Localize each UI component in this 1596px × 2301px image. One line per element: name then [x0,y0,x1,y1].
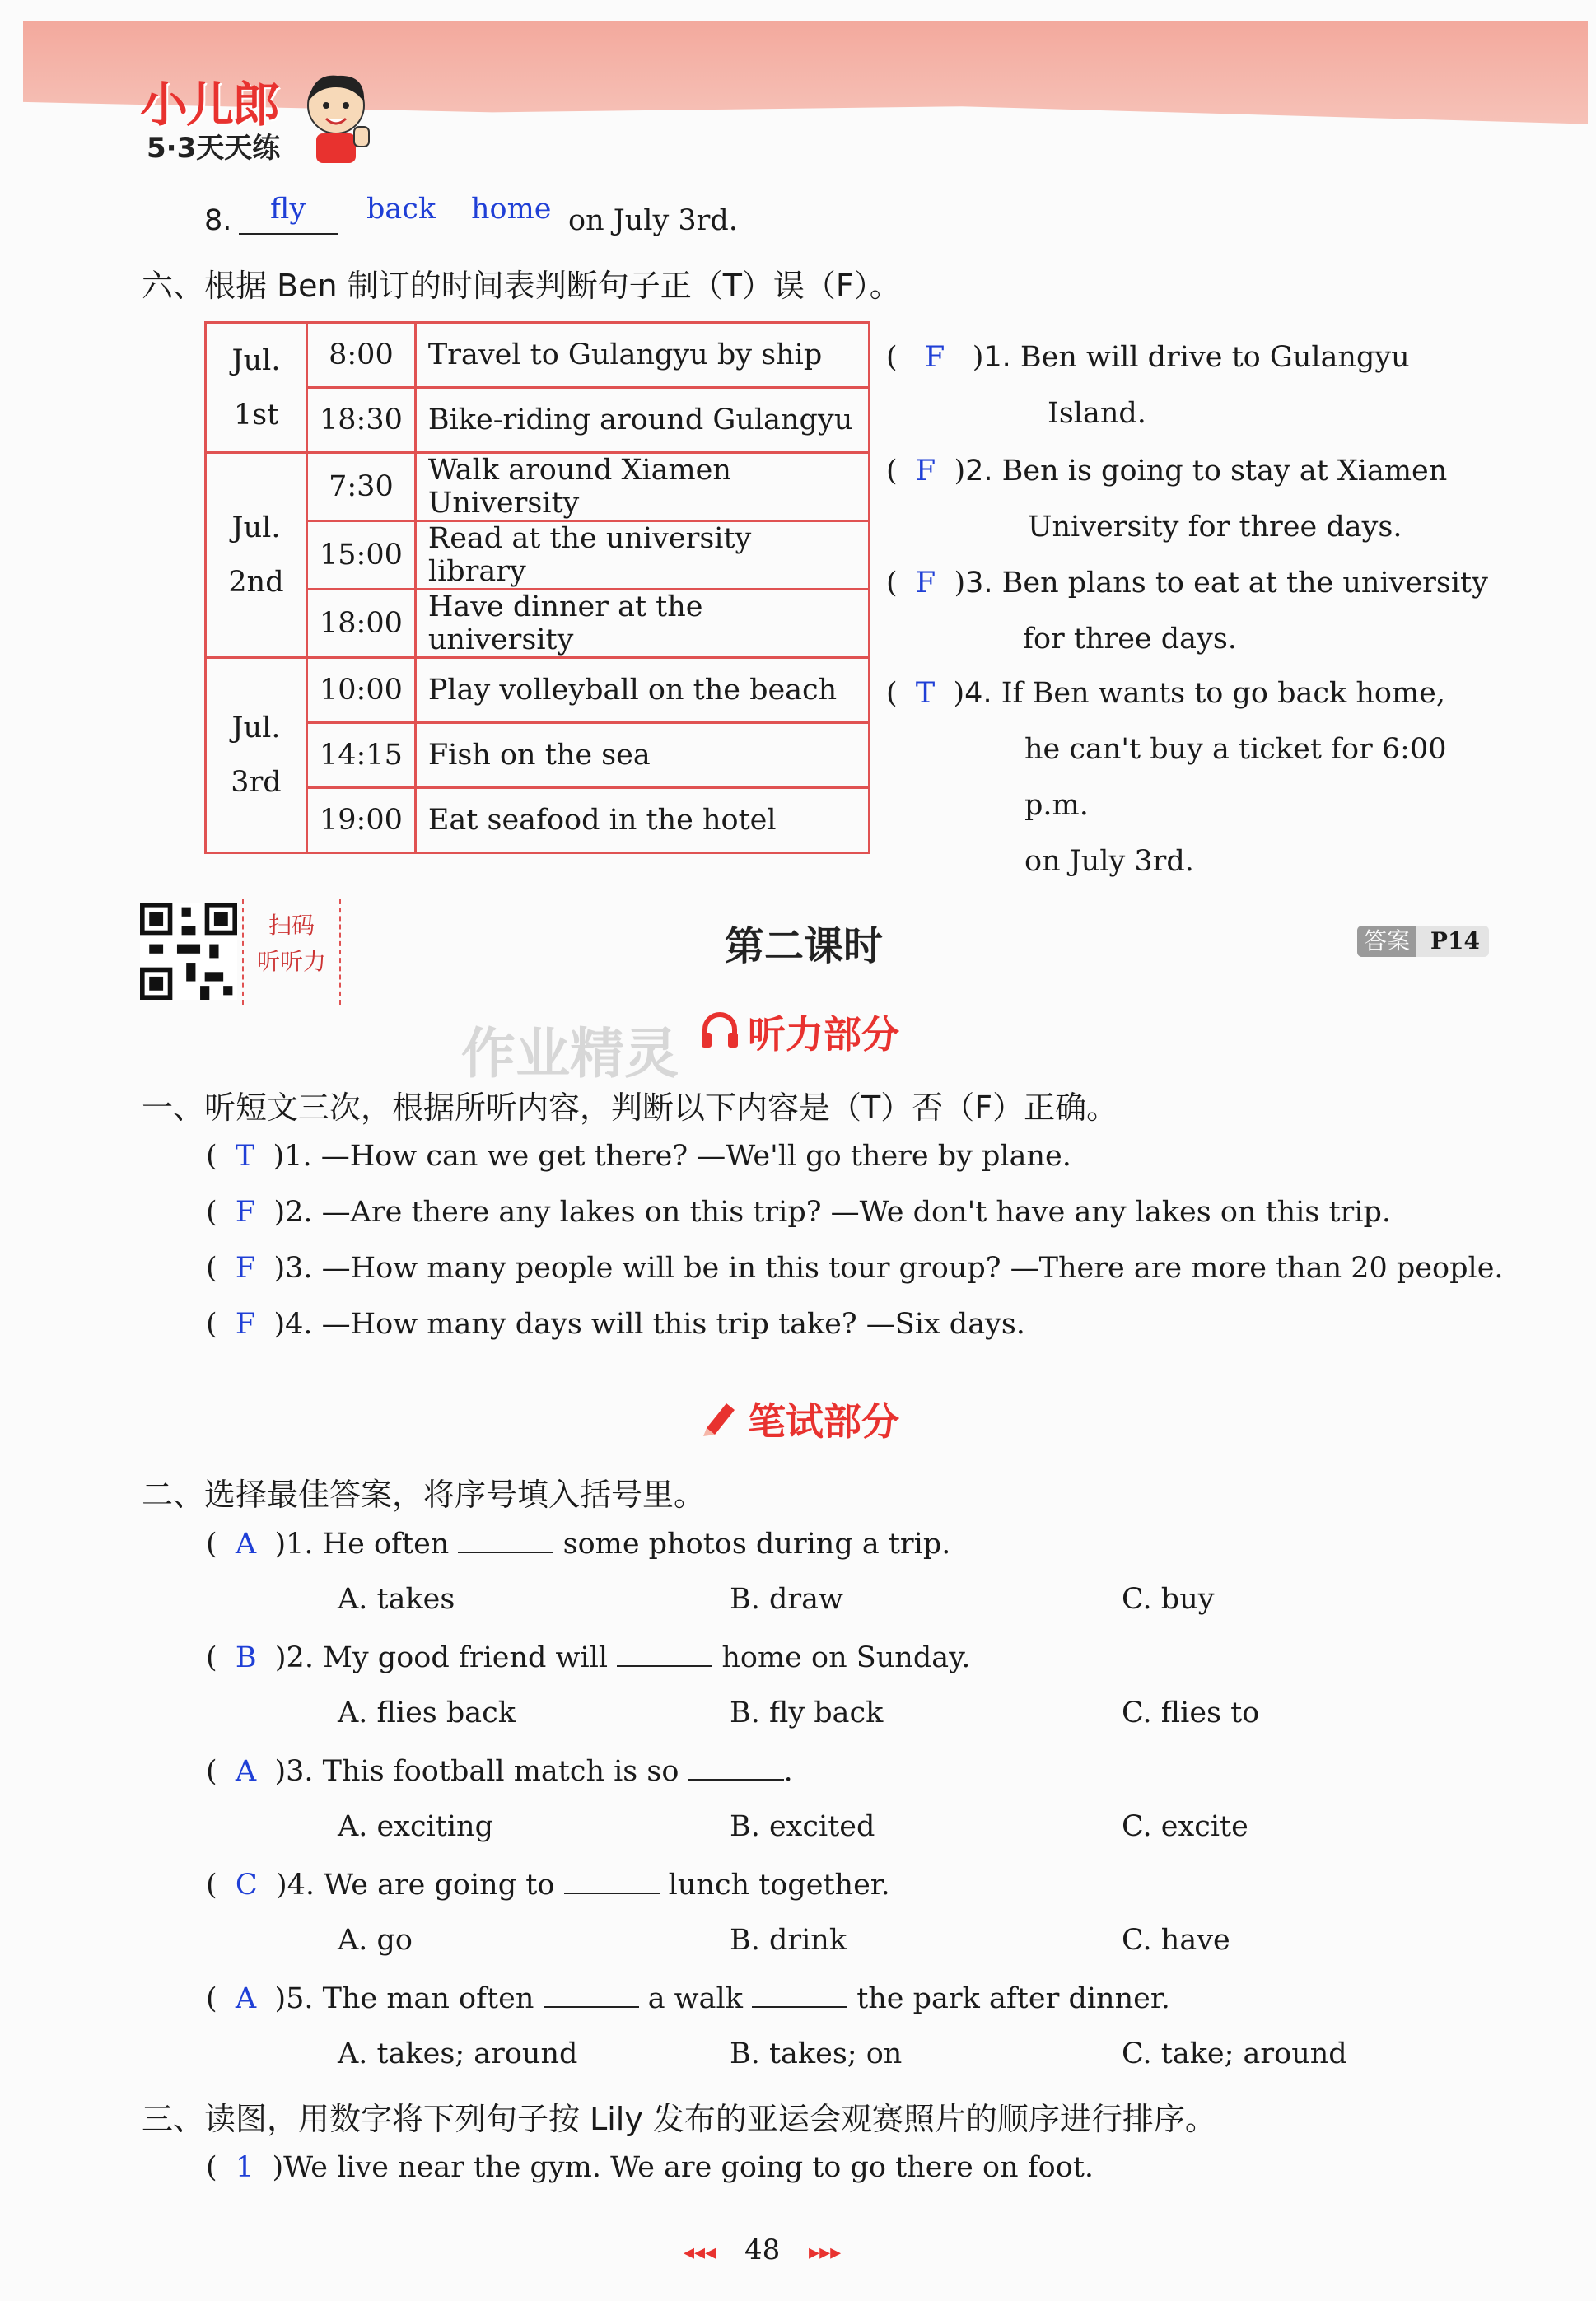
schedule-activity: Have dinner at the university [415,590,869,658]
tf-statement-2: ( F )2. Ben is going to stay at Xiamen University for three days. [886,455,1448,544]
page-footer [684,2233,841,2266]
option: A. flies back [338,1697,516,1729]
option: C. flies to [1122,1697,1260,1729]
watermark: 作业精灵 [461,1022,679,1085]
schedule-table [204,321,870,854]
schedule-time: 10:00 [307,658,416,723]
series-name: 5·3天天练 [147,132,281,165]
next-arrows-icon: ▸▸▸ [809,2240,842,2265]
option: A. go [338,1924,413,1957]
qr-code-icon[interactable] [140,903,237,1000]
part-1-item: ( F )2. —Are there any lakes on this trip? —We don't have any lakes on this trip. [206,1196,1391,1229]
pencil-icon [698,1395,741,1438]
schedule-day: Jul. 2nd [206,453,307,658]
table-row [206,323,870,388]
option: B. draw [730,1583,843,1616]
schedule-time: 15:00 [307,521,416,590]
part-1-item: ( F )3. —How many people will be in this tour group? —There are more than 20 people. [206,1252,1504,1285]
schedule-day: Jul. 1st [206,323,307,453]
item-8-answer-2: back [366,193,436,226]
schedule-activity: Fish on the sea [415,723,869,788]
tf-answer: F [915,567,936,600]
part-3-title: 三、读图，用数字将下列句子按 Lily 发布的亚运会观赛照片的顺序进行排序。 [142,2101,1216,2137]
tf-statement-1: ( F )1. Ben will drive to Gulangyu Island. [886,341,1410,430]
headphones-icon [698,1008,741,1051]
option: A. exciting [338,1810,493,1843]
prev-arrows-icon: ◂◂◂ [684,2240,716,2265]
schedule-time: 18:00 [307,590,416,658]
tf-statement-3: ( F )3. Ben plans to eat at the university for three days. [886,567,1488,656]
tf-answer: F [925,341,945,374]
part-2-question: ( B )2. My good friend will home on Sunday. [206,1641,971,1674]
schedule-activity: Read at the university library [415,521,869,590]
listening-section-title: 听力部分 [748,1012,899,1057]
section-6-title: 六、根据 Ben 制订的时间表判断句子正（T）误（F）。 [142,268,901,304]
writing-section-title: 笔试部分 [748,1399,899,1444]
item-8 [204,204,231,237]
tf-answer: T [915,677,936,710]
part-2-question: ( A )1. He often some photos during a trip. [206,1528,951,1561]
schedule-day: Jul. 3rd [206,658,307,853]
page-number: 48 [744,2233,781,2266]
part-3-item: ( 1 )We live near the gym. We are going to go there on foot. [206,2151,1094,2184]
schedule-time: 7:30 [307,453,416,521]
table-row [206,658,870,723]
schedule-activity: Travel to Gulangyu by ship [415,323,869,388]
mascot-icon [296,69,376,165]
option: B. fly back [730,1697,884,1729]
part-1-title: 一、听短文三次，根据所听内容，判断以下内容是（T）否（F）正确。 [142,1090,1118,1126]
option: A. takes [338,1583,455,1616]
answer-label: 答案 [1357,926,1416,957]
schedule-activity: Play volleyball on the beach [415,658,869,723]
table-row [206,453,870,521]
scan-to-listen-label: 扫码 听听力 [242,899,341,1005]
item-8-tail: on July 3rd. [568,204,738,237]
item-8-number: 8. [204,204,232,237]
option: C. take; around [1122,2037,1347,2070]
tf-answer: F [915,455,936,488]
item-8-answer-3: home [471,193,552,226]
answer-page: P14 [1430,927,1480,954]
option: B. takes; on [730,2037,903,2070]
option: C. excite [1122,1810,1248,1843]
schedule-activity: Walk around Xiamen University [415,453,869,521]
answer-page-tag[interactable] [1357,926,1489,957]
option: B. excited [730,1810,875,1843]
brand-logo: 小儿郎 [140,77,279,133]
schedule-time: 18:30 [307,388,416,453]
part-1-item: ( F )4. —How many days will this trip take? —Six days. [206,1308,1025,1341]
part-2-question: ( C )4. We are going to lunch together. [206,1869,890,1902]
item-8-answer-1: fly [270,193,306,226]
part-1-item: ( T )1. —How can we get there? —We'll go there by plane. [206,1140,1071,1173]
lesson-title: 第二课时 [725,923,884,969]
schedule-activity: Eat seafood in the hotel [415,788,869,853]
tf-statement-4: ( T )4. If Ben wants to go back home, he can't buy a ticket for 6:00 p.m. on July 3rd. [886,677,1447,878]
option: A. takes; around [338,2037,578,2070]
schedule-time: 8:00 [307,323,416,388]
option: C. buy [1122,1583,1215,1616]
schedule-activity: Bike-riding around Gulangyu [415,388,869,453]
option: B. drink [730,1924,847,1957]
option: C. have [1122,1924,1230,1957]
part-2-question: ( A )5. The man often a walk the park after dinner. [206,1982,1170,2015]
schedule-time: 19:00 [307,788,416,853]
part-2-title: 二、选择最佳答案，将序号填入括号里。 [142,1477,706,1513]
schedule-time: 14:15 [307,723,416,788]
part-2-question: ( A )3. This football match is so . [206,1755,793,1788]
